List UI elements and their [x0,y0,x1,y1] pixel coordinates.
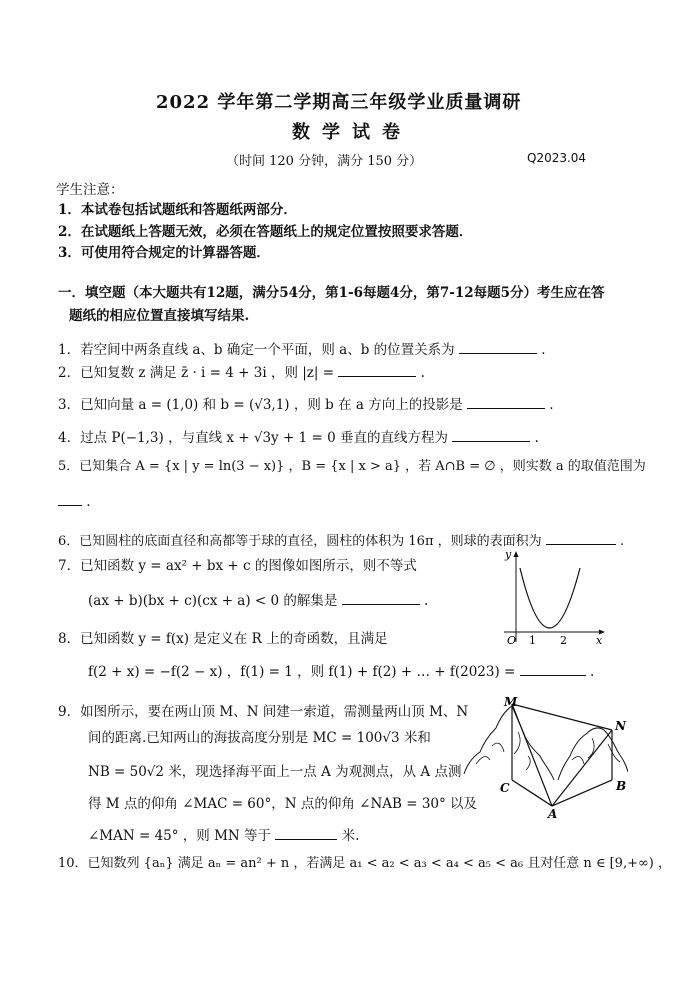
question-9-line1: 9．如图所示，要在两山顶 M、N 间建一索道，需测量两山顶 M、N [58,704,469,720]
section-heading-line2: 题纸的相应位置直接填写结果. [69,308,250,324]
mountain-figure [462,694,628,820]
cable-MN [512,704,612,730]
answer-blank-5[interactable] [58,504,82,506]
question-3 [58,393,554,413]
question-2 [58,361,425,381]
exam-subtitle: 数学试卷 [292,122,412,143]
tick-label-1: 1 [529,634,536,647]
question-3-end: . [549,397,554,413]
question-7-end: . [424,593,429,609]
question-9-line2: 间的距离.已知两山的海拔高度分别是 MC = 100√3 米和 [88,730,431,746]
question-9-text: ∠MAN = 45° ，则 MN 等于 [88,828,272,844]
answer-blank-7[interactable] [342,603,420,605]
base-AB [552,780,612,806]
answer-blank-1[interactable] [459,352,537,354]
question-5-cont [58,494,91,510]
question-6 [58,530,624,549]
question-7-text: (ax + b)(bx + c)(cx + a) < 0 的解集是 [88,593,338,609]
question-9-end: 米. [341,828,360,844]
notice-item-2: 2．在试题纸上答题无效，必须在答题纸上的规定位置按照要求答题． [58,224,473,240]
exam-title: 2022 学年第二学期高三年级学业质量调研 [156,92,522,113]
question-1-text: 1．若空间中两条直线 a、b 确定一个平面，则 a、b 的位置关系为 [58,342,455,358]
parabola-curve [520,568,580,628]
question-8-line1: 8．已知函数 y = f(x) 是定义在 R 上的奇函数，且满足 [58,631,388,647]
question-8-text: f(2 + x) = −f(2 − x) ，f(1) = 1 ，则 f(1) + f(2) + … + f(2023) = [88,664,516,680]
answer-blank-2[interactable] [338,375,416,377]
exam-code: Q2023.04 [527,151,587,165]
question-1-end: . [541,342,546,358]
sight-AN [552,730,612,806]
answer-blank-9[interactable] [275,838,337,840]
question-3-text: 3．已知向量 a = (1,0) 和 b = (√3,1) ，则 b 在 a 方向上的投影是 [58,397,463,413]
question-10: 10．已知数列 {aₙ} 满足 aₙ = an² + n ，若满足 a₁ < a₂ < a₃ < a₄ < a₅ < a₆ 且对任意 n ∈ [9,+∞) ， [58,856,671,871]
question-6-text: 6．已知圆柱的底面直径和高都等于球的直径，圆柱的体积为 16π ，则球的表面积为 [58,534,542,549]
label-B: B [616,779,627,793]
section-heading-line1: 一．填空题（本大题共有12题，满分54分，第1-6每题4分，第7-12每题5分）考生应在答 [58,285,605,301]
label-M: M [504,695,518,709]
question-5-end: . [86,494,91,510]
question-2-text: 2．已知复数 z 满足 z̄ · i = 4 + 3i ，则 |z| = [58,365,335,381]
label-N: N [615,719,626,733]
answer-blank-8[interactable] [520,674,586,676]
question-9-line4: 得 M 点的仰角 ∠MAC = 60°，N 点的仰角 ∠NAB = 30° 以及 [88,796,478,812]
question-8-line2 [88,660,594,680]
question-5-text: 5．已知集合 A = {x | y = ln(3 − x)} ，B = {x | x > a} ，若 A∩B = ∅ ，则实数 a 的取值范围为 [58,459,646,474]
question-8-end: . [589,664,595,680]
y-axis-arrow [514,551,519,557]
origin-label: O [507,634,517,647]
notice-item-3: 3．可使用符合规定的计算器答题． [58,245,270,261]
question-4-text: 4．过点 P(−1,3) ，与直线 x + √3y + 1 = 0 垂直的直线方程为 [58,430,448,446]
time-info: （时间 120 分钟，满分 150 分） [226,154,423,169]
notice-item-1: 1．本试卷包括试题纸和答题纸两部分． [58,202,297,218]
answer-blank-6[interactable] [546,543,616,545]
answer-blank-4[interactable] [452,440,530,442]
question-6-end: . [619,534,625,549]
question-7-line2 [88,589,428,609]
left-mountain [464,706,554,780]
label-C: C [500,781,510,795]
parabola-figure [496,548,612,648]
y-axis-label: y [505,548,512,561]
question-9-line3: NB = 50√2 米，现选择海平面上一点 A 为观测点，从 A 点测 [88,764,462,780]
tick-label-2: 2 [560,634,567,647]
question-1 [58,338,546,358]
left-mountain-texture [476,732,530,770]
answer-blank-3[interactable] [467,407,545,409]
question-4 [58,426,539,446]
question-9-line5 [88,824,359,844]
notice-heading: 学生注意： [56,182,124,198]
sight-AM [512,704,552,806]
x-axis-label: x [596,634,603,647]
question-4-end: . [534,430,539,446]
base-CA [512,780,552,806]
question-7-line1: 7．已知函数 y = ax² + bx + c 的图像如图所示，则不等式 [58,558,417,574]
label-A: A [548,807,558,820]
question-2-end: . [420,365,425,381]
question-5 [58,455,646,474]
